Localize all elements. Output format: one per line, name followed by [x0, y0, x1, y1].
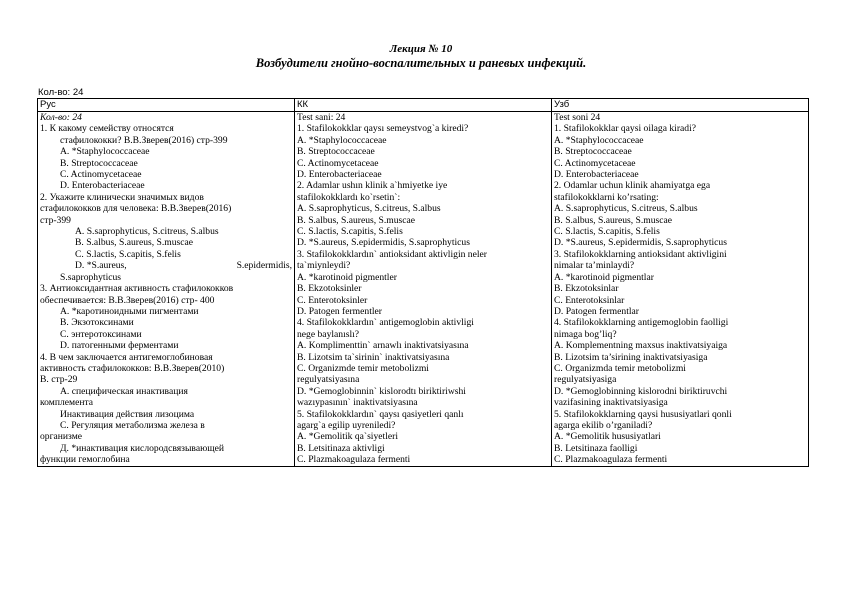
- table-header-row: [38, 99, 809, 112]
- list-item: A. *Gemolitik hususiyatlari: [554, 431, 661, 443]
- list-item: 2. Odamlar uchun klinik ahamiyatga ega: [554, 180, 711, 192]
- list-item: Инактивация действия лизоцима: [60, 408, 195, 420]
- list-item: D. *Gemoglobinnin` kislorodtı biriktiriwshi: [297, 385, 466, 397]
- list-item: Д. *инактивация кислородсвязывающей: [60, 442, 225, 454]
- list-item: C. Organizmda temir metobolizmi: [554, 362, 686, 374]
- list-item: A. *Gemolitik qa`siyetleri: [297, 431, 398, 443]
- list-item: A. *каротиноидными пигментами: [60, 305, 199, 317]
- list-item: B. Letsitinaza aktivligi: [297, 442, 385, 454]
- list-item: B. Ekzotoksinler: [297, 283, 362, 295]
- list-item: активность стафилококков: В.В.Зверев(2010): [40, 362, 225, 374]
- lecture-number: Лекция № 10: [389, 43, 453, 55]
- list-item: Test soni 24: [554, 112, 601, 123]
- list-item: D. Patogen fermentler: [297, 305, 382, 317]
- list-item: А. специфическая инактивация: [60, 385, 188, 397]
- list-item: 4. Stafilokokklarning antigemoglobin faolligi: [554, 317, 729, 329]
- list-item: B. Lizotsim ta’sirining inaktivatsiyasiga: [554, 351, 708, 363]
- list-item: C. Plazmakoagulaza fermenti: [554, 454, 668, 466]
- list-item: B. S.albus, S.aureus, S.muscae: [75, 237, 194, 249]
- list-item: C. Enterotoksinlar: [554, 294, 625, 306]
- list-item: 5. Stafilokokklardın` qaysı qasiyetleri qanlı: [297, 408, 464, 420]
- list-item: C. Plazmakoagulaza fermenti: [297, 454, 411, 466]
- list-item: agarga ekilib o’rganiladi?: [554, 419, 653, 431]
- lecture-title: Возбудители гнойно-воспалительных и раневых инфекций.: [255, 56, 587, 70]
- list-item: C. S.lactis, S.capitis, S.felis: [75, 248, 181, 260]
- list-item: ta`miynleydi?: [297, 260, 351, 272]
- list-item: A. *Staphylococcaceae: [297, 134, 387, 146]
- list-item: 3. Антиоксидантная активность стафилококков: [40, 283, 234, 295]
- list-item: C. Organizmde temir metobolizmi: [297, 362, 429, 374]
- list-item: stafilokokklardı ko`rsetin`:: [297, 191, 401, 203]
- list-item: wazıypasının` inaktivatsiyasına: [297, 397, 418, 409]
- list-item: C. S.lactis, S.capitis, S.felis: [554, 226, 660, 238]
- list-item: D. *S.aureus, S.epidermidis, S.saprophyticus: [554, 237, 727, 249]
- list-item: A. *Staphylococcaceae: [60, 146, 150, 158]
- list-item: 1. К какому семейству относятся: [40, 123, 174, 135]
- list-item: vazifasining inaktivatsiyasiga: [554, 397, 668, 409]
- list-item: B. Letsitinaza faolligi: [554, 442, 638, 454]
- ru-column: [38, 112, 295, 467]
- list-item: Test sani: 24: [297, 112, 346, 123]
- list-item: A. *Staphylococcaceae: [554, 134, 644, 146]
- list-item: A. *karotinoid pigmentlar: [554, 271, 654, 283]
- list-item: A. S.saprophyticus, S.citreus, S.albus: [75, 226, 219, 238]
- list-item: 4. Stafilokokklardın` antigemoglobin aktivligi: [297, 317, 474, 329]
- list-item: C. Actinomycetaceae: [297, 157, 379, 169]
- list-item: C. Actinomycetaceae: [60, 169, 142, 181]
- kk-column: [295, 112, 552, 467]
- list-item: B. S.albus, S.aureus, S.muscae: [297, 214, 416, 226]
- list-item: 1. Stafilokokklar qaysı semeystvog`a kiredi?: [297, 123, 469, 135]
- list-item: D. Enterobacteriaceae: [554, 169, 639, 181]
- list-item: стафилококки? В.В.Зверев(2016) стр-399: [60, 134, 228, 146]
- list-item: A. S.saprophyticus, S.citreus, S.albus: [554, 203, 698, 215]
- list-item: C. Actinomycetaceae: [554, 157, 636, 169]
- list-item: B. Streptococcaceae: [297, 146, 375, 158]
- list-item: 4. В чем заключается антигемоглобиновая: [40, 351, 213, 363]
- list-item: [40, 260, 292, 271]
- list-item: B. Экзотоксинами: [60, 317, 134, 329]
- list-item: стр-399: [40, 214, 71, 226]
- list-item: B. Streptococcaceae: [60, 157, 138, 169]
- list-item: 3. Stafilokokklarning antioksidant aktivligini: [554, 248, 727, 260]
- list-item: regulyatsiyasına: [297, 374, 360, 386]
- list-item: D. Enterobacteriaceae: [60, 180, 145, 192]
- test-table: [37, 98, 809, 467]
- list-item: C. S.lactis, S.capitis, S.felis: [297, 226, 403, 238]
- list-item: D. *S.aureus, S.epidermidis, S.saprophyticus: [297, 237, 470, 249]
- list-item: stafilokokklarni ko’rsating:: [554, 191, 659, 203]
- list-item: D. Enterobacteriaceae: [297, 169, 382, 181]
- list-item: С. Регуляция метаболизма железа в: [60, 419, 205, 431]
- list-item: A. Komplementning maxsus inaktivatsiyaiga: [554, 340, 728, 352]
- column-header-uz: Узб: [552, 99, 809, 112]
- list-item: 1. Stafilokokklar qaysi oilaga kiradi?: [554, 123, 697, 135]
- list-item: A. S.saprophyticus, S.citreus, S.albus: [297, 203, 441, 215]
- list-item: C. Enterotoksinler: [297, 294, 368, 306]
- list-item: B. Ekzotoksinlar: [554, 283, 619, 295]
- list-item: комплемента: [40, 397, 94, 409]
- list-item: функции гемоглобина: [40, 454, 130, 466]
- list-item: nege baylanıslı?: [297, 328, 360, 340]
- list-item: A. Komplimenttin` arnawlı inaktivatsiyasına: [297, 340, 469, 352]
- list-item: организме: [40, 431, 83, 443]
- list-item: B. Streptococcaceae: [554, 146, 632, 158]
- table-row: [38, 112, 809, 467]
- uz-column: [552, 112, 809, 467]
- list-item: regulyatsiyasiga: [554, 374, 617, 386]
- list-item: B. Lizotsim ta`sirinin` inaktivatsiyasına: [297, 351, 450, 363]
- answer-part: S.epidermidis,: [236, 260, 292, 272]
- list-item: nimalar ta’minlaydi?: [554, 260, 635, 272]
- list-item: стафилококков для человека: В.В.Зверев(2016): [40, 203, 232, 215]
- list-item: nimaga bog’liq?: [554, 328, 617, 340]
- list-item: D. патогенными ферментами: [60, 340, 179, 352]
- list-item: B. S.albus, S.aureus, S.muscae: [554, 214, 673, 226]
- list-item: A. *karotinoid pigmentler: [297, 271, 397, 283]
- column-header-kk: КК: [295, 99, 552, 112]
- list-item: agarg`a egilip uyreniledi?: [297, 419, 396, 431]
- column-header-ru: Рус: [38, 99, 295, 112]
- list-item: C. энтеротоксинами: [60, 328, 142, 340]
- list-item: В. стр-29: [40, 374, 78, 386]
- list-item: 2. Укажите клинически значимых видов: [40, 191, 204, 203]
- question-count: Кол-во: 24: [38, 87, 84, 98]
- list-item: обеспечивается: В.В.Зверев(2016) стр- 400: [40, 294, 215, 306]
- list-item: D. *Gemoglobinning kislorodni biriktiruvchi: [554, 385, 728, 397]
- answer-part: D. *S.aureus,: [75, 260, 127, 272]
- list-item: S.saprophyticus: [60, 271, 122, 283]
- list-item: D. Patogen fermentlar: [554, 305, 639, 317]
- list-item: Кол-во: 24: [40, 112, 82, 123]
- list-item: 5. Stafilokokklarning qaysi hususiyatlari qonli: [554, 408, 732, 420]
- list-item: 3. Stafilokokklardın` antioksidant aktivligin neler: [297, 248, 487, 260]
- list-item: 2. Adamlar ushın klinik a`hmiyetke iye: [297, 180, 448, 192]
